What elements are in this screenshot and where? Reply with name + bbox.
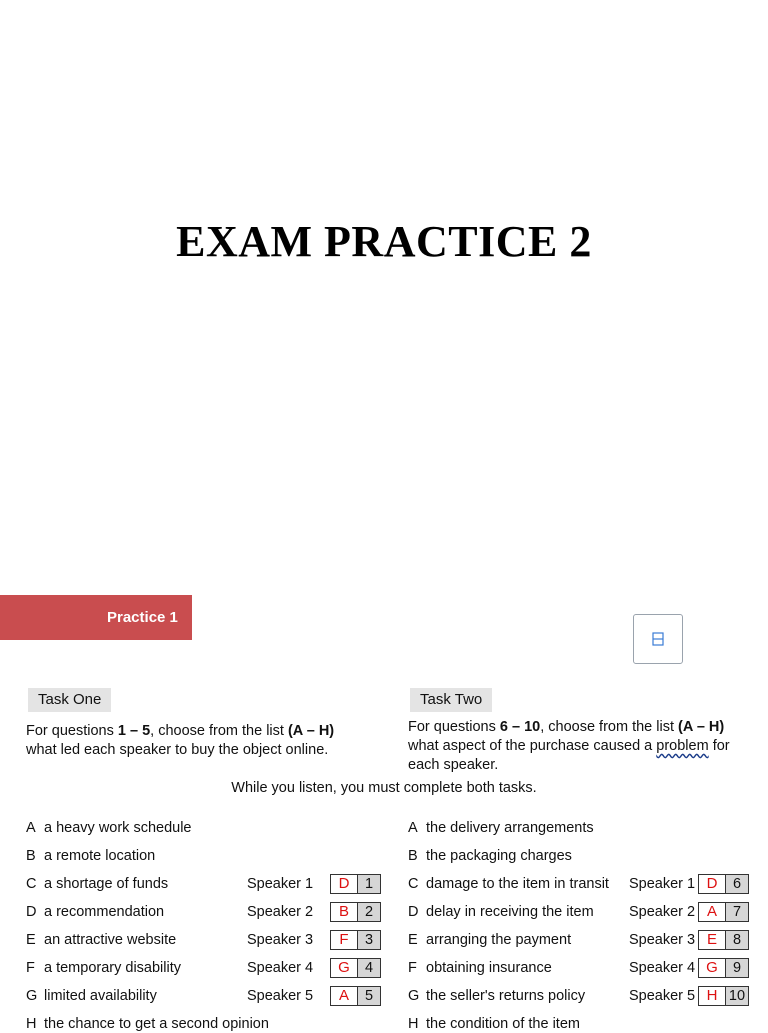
- task-two-answer-box[interactable]: [698, 986, 749, 1006]
- task-two-option: D delay in receiving the item: [408, 904, 594, 920]
- task-two-answer-box[interactable]: [698, 958, 749, 978]
- task-two-option: G the seller's returns policy: [408, 988, 586, 1004]
- question-number: 2: [357, 903, 380, 921]
- task-one-option: B a remote location: [26, 848, 156, 864]
- task-two-header: Task Two: [410, 688, 492, 712]
- listen-instruction: While you listen, you must complete both tasks.: [231, 780, 537, 796]
- task-two-instructions: For questions 6 – 10, choose from the list (A – H) what aspect of the purchase caused a problem for each speaker.: [408, 719, 730, 773]
- task-one-option: H the chance to get a second opinion: [26, 1016, 269, 1032]
- task-two-speaker-label: Speaker 5: [629, 988, 696, 1004]
- task-one-answer-box[interactable]: [330, 902, 381, 922]
- question-number: 6: [725, 875, 748, 893]
- task-two-answer-box[interactable]: [698, 874, 749, 894]
- task-two-option: E arranging the payment: [408, 932, 572, 948]
- answer-mark: A: [706, 903, 717, 920]
- answer-mark: E: [706, 931, 717, 948]
- task-two-option: H the condition of the item: [408, 1016, 580, 1032]
- question-number: 1: [357, 875, 380, 893]
- task-one-speaker-label: Speaker 3: [247, 932, 314, 948]
- answer-mark: F: [339, 931, 349, 948]
- answer-mark: H: [706, 987, 718, 1004]
- page-title: EXAM PRACTICE 2: [176, 217, 592, 266]
- question-number: 7: [725, 903, 748, 921]
- task-two-speaker-label: Speaker 3: [629, 932, 696, 948]
- task-one-answer-box[interactable]: [330, 874, 381, 894]
- task-one-speaker-label: Speaker 1: [247, 876, 314, 892]
- task-one-speaker-label: Speaker 4: [247, 960, 314, 976]
- task-two-option: B the packaging charges: [408, 848, 572, 864]
- task-one-option: A a heavy work schedule: [26, 820, 192, 836]
- answer-mark: G: [338, 959, 350, 976]
- task-one-header: Task One: [28, 688, 111, 712]
- embedded-object-widget[interactable]: [633, 614, 683, 664]
- task-two-answer-box[interactable]: [698, 930, 749, 950]
- task-one-speaker-label: Speaker 2: [247, 904, 314, 920]
- task-one-option: C a shortage of funds: [26, 876, 169, 892]
- document-icon: [652, 632, 664, 646]
- answer-mark: A: [338, 987, 349, 1004]
- task-two-option: F obtaining insurance: [408, 960, 552, 976]
- task-two-option: A the delivery arrangements: [408, 820, 594, 836]
- ribbon-label: Practice 1: [107, 609, 178, 626]
- answer-mark: G: [706, 959, 718, 976]
- task-two-answer-box[interactable]: [698, 902, 749, 922]
- answer-mark: B: [338, 903, 349, 920]
- task-two-option: C damage to the item in transit: [408, 876, 609, 892]
- question-number: 4: [357, 959, 380, 977]
- task-one-answer-box[interactable]: [330, 986, 381, 1006]
- question-number: 5: [357, 987, 380, 1005]
- question-number: 10: [725, 987, 748, 1005]
- task-one-answer-box[interactable]: [330, 958, 381, 978]
- task-one-instructions: For questions 1 – 5, choose from the list (A – H) what led each speaker to buy the object online.: [26, 723, 335, 758]
- task-one-option: F a temporary disability: [26, 960, 181, 976]
- task-two-speaker-label: Speaker 1: [629, 876, 696, 892]
- question-number: 3: [357, 931, 380, 949]
- task-two-speaker-label: Speaker 4: [629, 960, 696, 976]
- answer-mark: D: [706, 875, 718, 892]
- question-number: 8: [725, 931, 748, 949]
- task-one-option: G limited availability: [26, 988, 157, 1004]
- task-one-option: D a recommendation: [26, 904, 165, 920]
- question-number: 9: [725, 959, 748, 977]
- answer-mark: D: [338, 875, 350, 892]
- task-one-option: E an attractive website: [26, 932, 177, 948]
- task-one-answer-box[interactable]: [330, 930, 381, 950]
- task-one-speaker-label: Speaker 5: [247, 988, 314, 1004]
- task-two-speaker-label: Speaker 2: [629, 904, 696, 920]
- practice-ribbon: [0, 595, 192, 640]
